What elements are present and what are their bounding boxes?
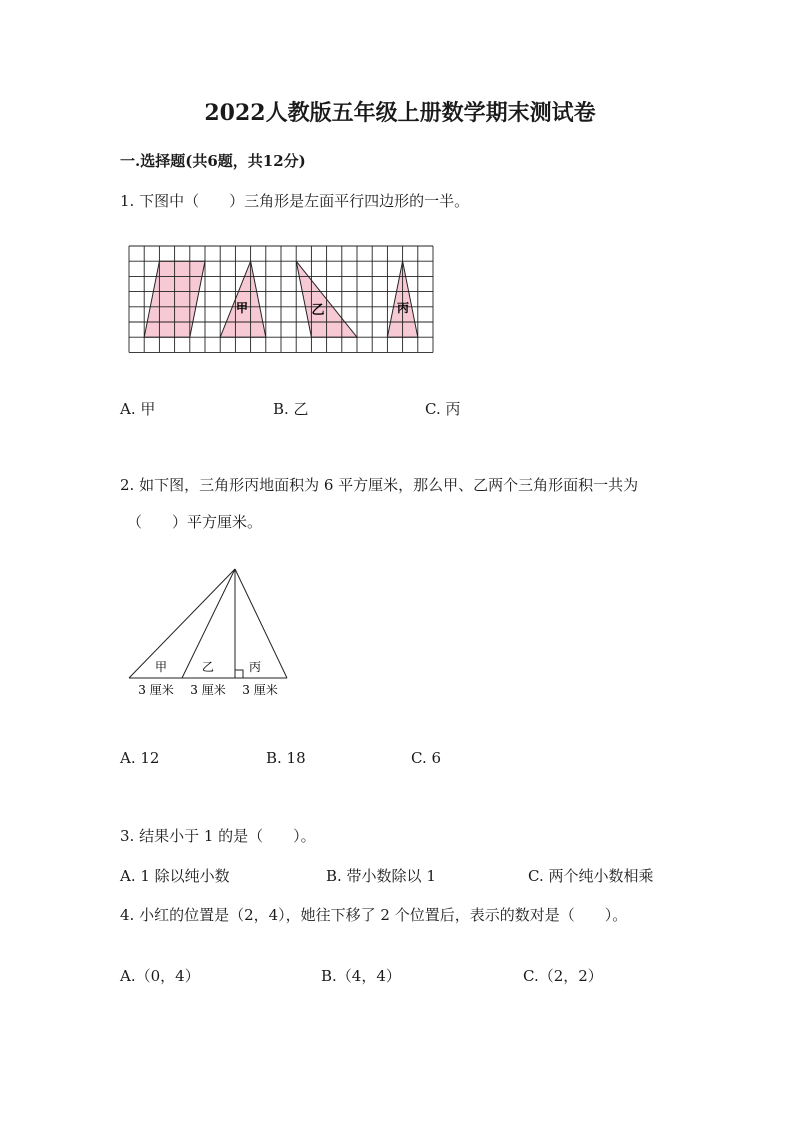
triangle-label-bing: 丙 xyxy=(248,660,262,674)
figure-label-jia: 甲 xyxy=(235,301,249,315)
q3-option-b[interactable]: B. 带小数除以 1 xyxy=(326,867,436,885)
question-1-grid-figure xyxy=(127,244,437,354)
q3-option-a[interactable]: A. 1 除以纯小数 xyxy=(120,867,230,885)
figure-label-bing: 丙 xyxy=(396,301,410,315)
question-3-text: 3. 结果小于 1 的是（ ）。 xyxy=(120,827,316,845)
base-label-3: 3 厘米 xyxy=(242,683,278,697)
question-2-text-line1: 2. 如下图，三角形丙地面积为 6 平方厘米，那么甲、乙两个三角形面积一共为 xyxy=(120,476,639,494)
question-4-text: 4. 小红的位置是（2，4），她往下移了 2 个位置后，表示的数对是（ ）。 xyxy=(120,906,628,924)
page-title: 2022人教版五年级上册数学期末测试卷 xyxy=(204,100,596,126)
q2-option-b[interactable]: B. 18 xyxy=(266,749,306,767)
triangle-jia-shape xyxy=(220,261,266,337)
q2-option-a[interactable]: A. 12 xyxy=(120,749,160,767)
q4-option-b[interactable]: B.（4，4） xyxy=(321,967,401,985)
q1-option-a[interactable]: A. 甲 xyxy=(120,400,156,418)
question-2-text-line2: （ ）平方厘米。 xyxy=(127,513,263,531)
base-label-1: 3 厘米 xyxy=(138,683,174,697)
q4-option-c[interactable]: C.（2，2） xyxy=(523,967,603,985)
question-2-triangle-figure xyxy=(127,566,297,706)
triangle-label-yi: 乙 xyxy=(201,660,215,674)
q1-option-b[interactable]: B. 乙 xyxy=(273,400,309,418)
base-label-2: 3 厘米 xyxy=(190,683,226,697)
q1-option-c[interactable]: C. 丙 xyxy=(425,400,461,418)
q4-option-a[interactable]: A.（0，4） xyxy=(120,967,200,985)
question-1-text: 1. 下图中（ ）三角形是左面平行四边形的一半。 xyxy=(120,192,470,210)
q2-option-c[interactable]: C. 6 xyxy=(411,749,442,767)
q3-option-c[interactable]: C. 两个纯小数相乘 xyxy=(528,867,654,885)
figure-label-yi: 乙 xyxy=(311,303,325,318)
section-heading: 一.选择题(共6题，共12分) xyxy=(120,152,306,170)
triangle-label-jia: 甲 xyxy=(154,660,168,674)
